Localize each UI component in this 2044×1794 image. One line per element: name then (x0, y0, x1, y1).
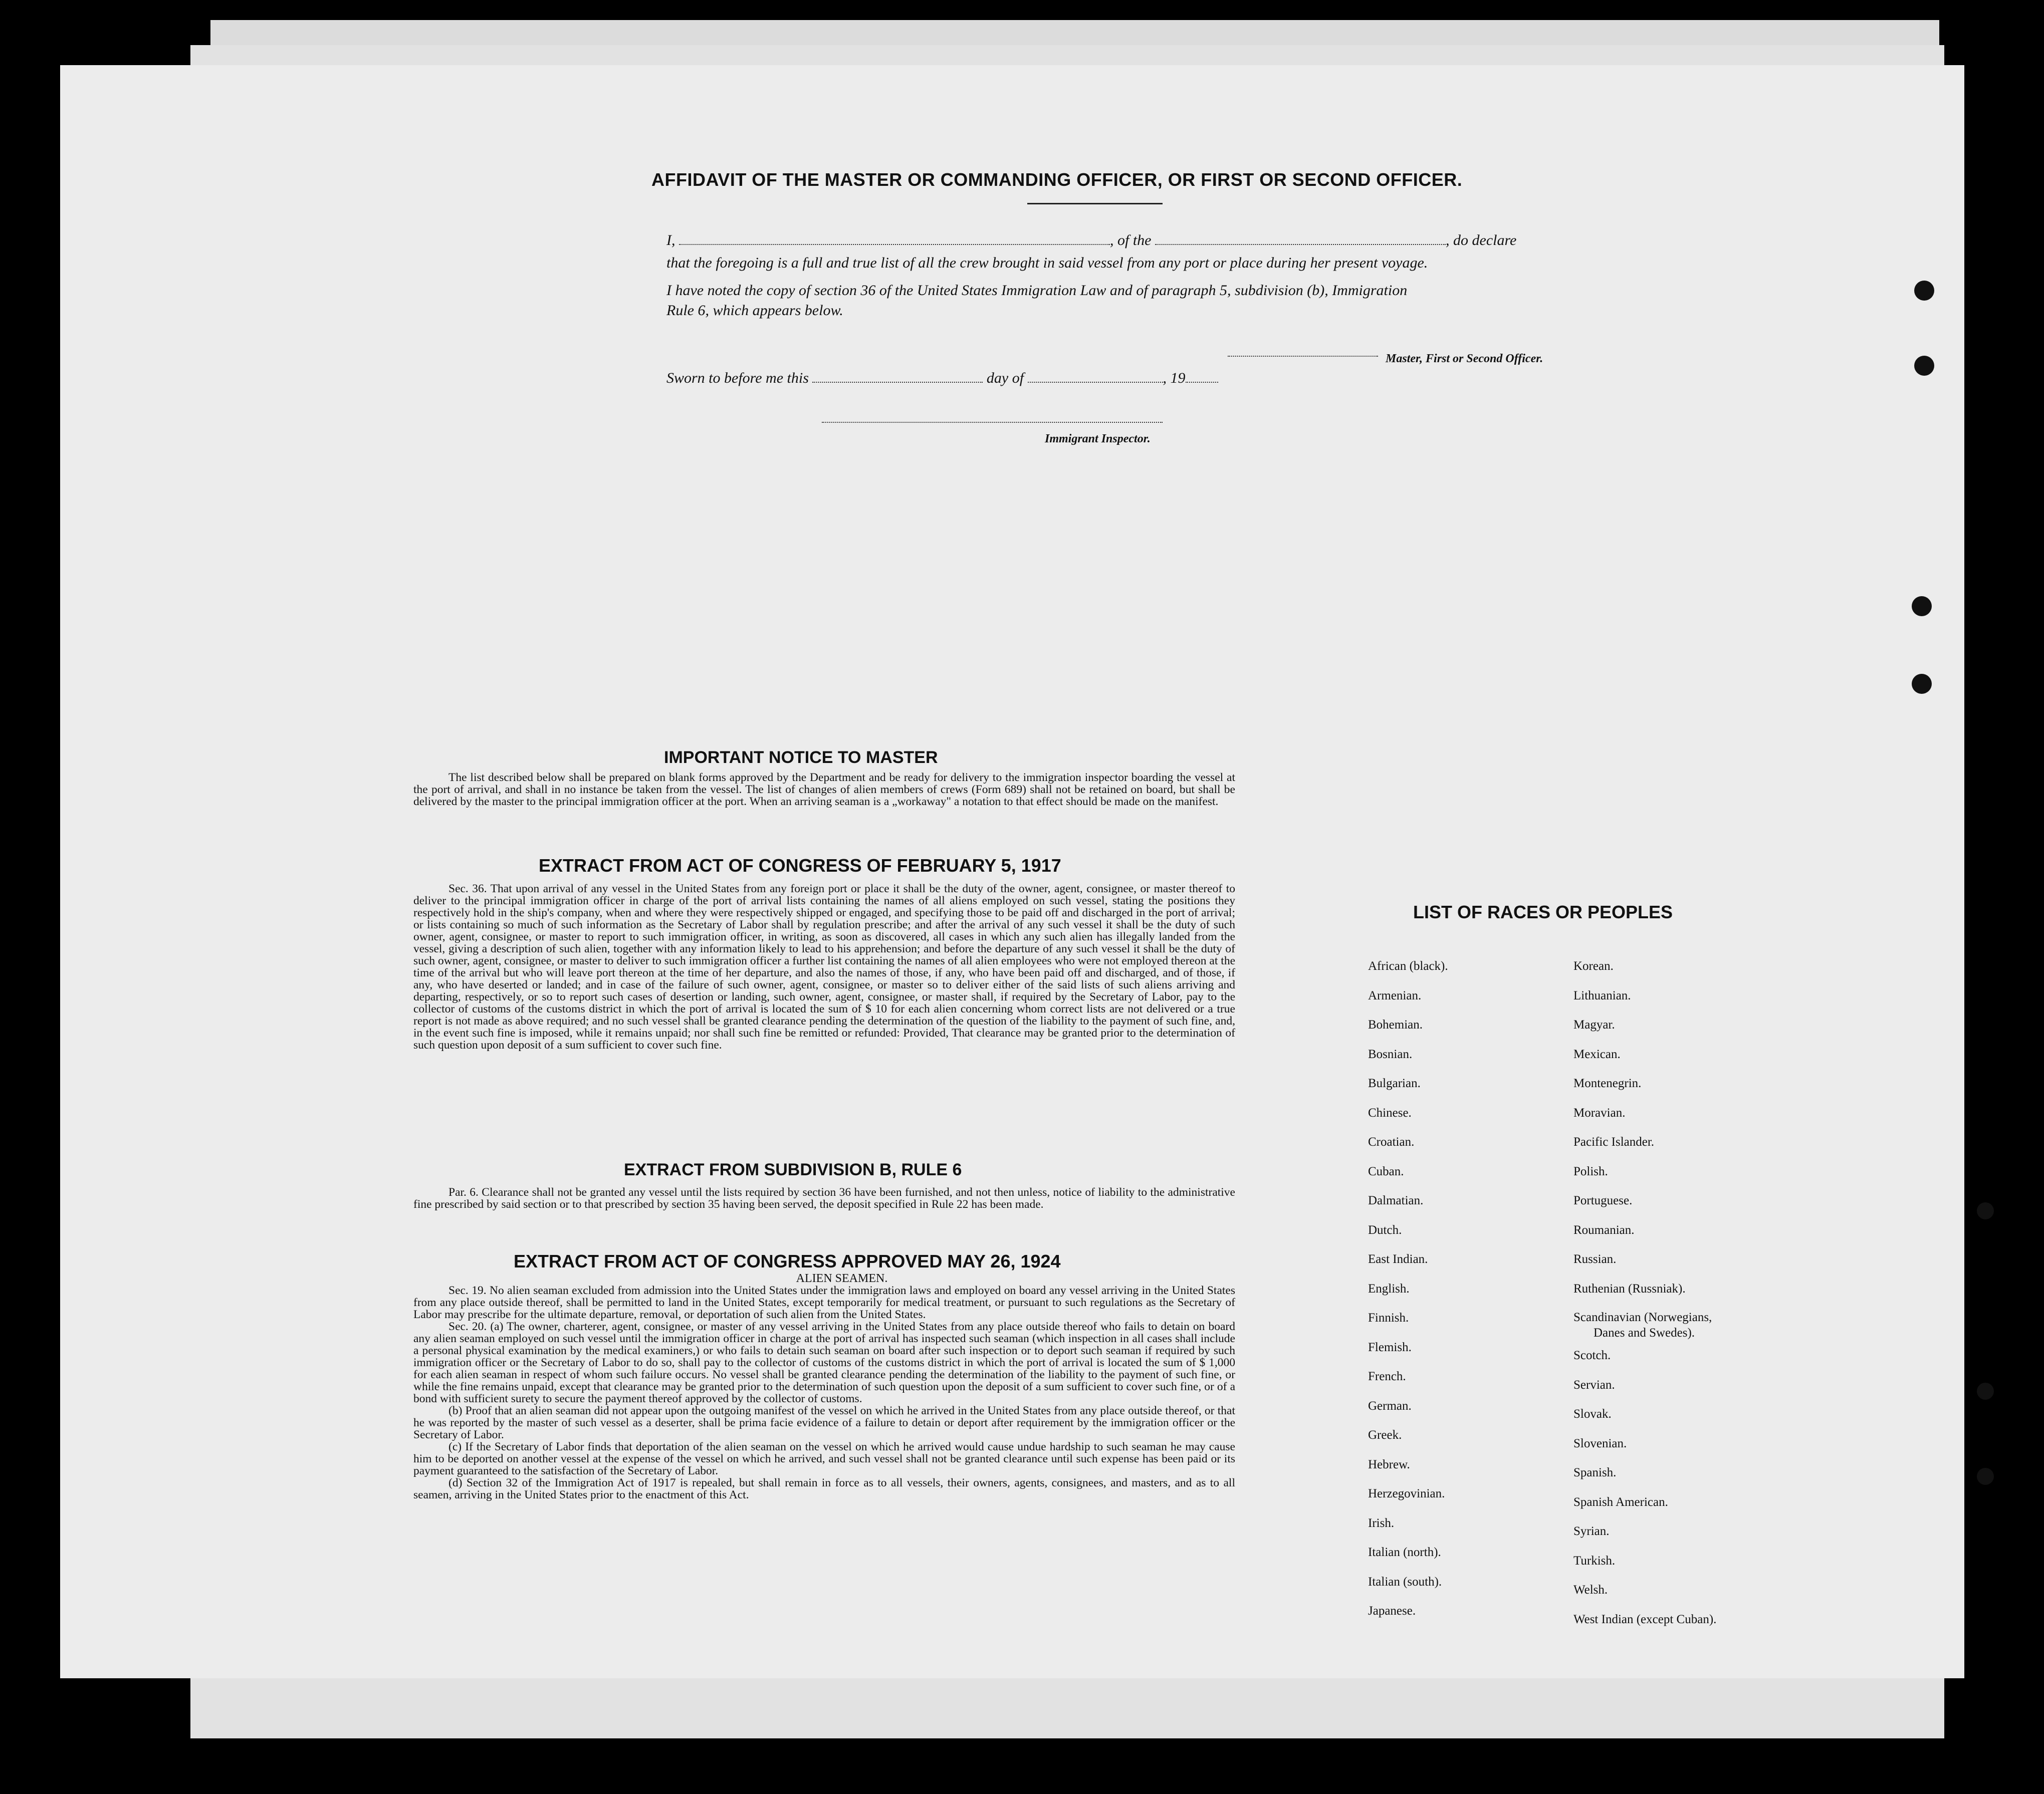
race-item: Finnish. (1368, 1311, 1409, 1325)
punch-hole (1977, 1383, 1994, 1400)
race-item: Roumanian. (1573, 1223, 1635, 1237)
extract-1924-subtitle: ALIEN SEAMEN. (796, 1272, 888, 1285)
race-item: Hebrew. (1368, 1457, 1410, 1471)
race-item: Pacific Islander. (1573, 1135, 1655, 1149)
race-item: Bohemian. (1368, 1018, 1423, 1032)
race-item: Moravian. (1573, 1106, 1626, 1120)
notice-title: IMPORTANT NOTICE TO MASTER (664, 748, 938, 767)
races-title: LIST OF RACES OR PEOPLES (1413, 902, 1673, 922)
subdivision-b-title: EXTRACT FROM SUBDIVISION B, RULE 6 (624, 1160, 962, 1179)
race-item: Russian. (1573, 1252, 1617, 1266)
sworn-line: Sworn to before me this day of , 19 (666, 368, 1318, 388)
sworn-year-field[interactable] (1186, 371, 1218, 383)
race-item: English. (1368, 1282, 1410, 1296)
race-item: Welsh. (1573, 1583, 1608, 1597)
race-item: Syrian. (1573, 1524, 1610, 1538)
race-item: Italian (north). (1368, 1546, 1441, 1559)
affidavit-line-2: that the foregoing is a full and true list of all the crew brought in said vessel from any port or place during her present voyage. (666, 254, 1428, 271)
race-item: Spanish American. (1573, 1495, 1668, 1509)
race-item: Armenian. (1368, 988, 1422, 1002)
race-item: Turkish. (1573, 1554, 1616, 1568)
punch-hole (1977, 1468, 1994, 1485)
race-item: Scotch. (1573, 1349, 1611, 1362)
race-item: West Indian (except Cuban). (1573, 1612, 1717, 1626)
race-item: Lithuanian. (1573, 988, 1631, 1002)
race-item: Danes and Swedes). (1594, 1326, 1695, 1340)
master-signature-field[interactable] (1228, 345, 1378, 357)
race-item: French. (1368, 1370, 1406, 1383)
race-item: Servian. (1573, 1378, 1615, 1392)
race-item: Mexican. (1573, 1047, 1621, 1061)
master-signature-label: Master, First or Second Officer. (1386, 352, 1543, 365)
race-item: Montenegrin. (1573, 1077, 1642, 1090)
race-item: Irish. (1368, 1516, 1395, 1530)
punch-hole (1912, 596, 1932, 616)
race-item: Slovak. (1573, 1407, 1612, 1421)
race-item: Bulgarian. (1368, 1077, 1421, 1090)
punch-hole (1914, 281, 1934, 301)
race-item: Ruthenian (Russniak). (1573, 1282, 1686, 1296)
race-item: Italian (south). (1368, 1575, 1442, 1589)
race-item: Dalmatian. (1368, 1194, 1424, 1207)
race-item: Greek. (1368, 1428, 1402, 1442)
race-item: Chinese. (1368, 1106, 1412, 1120)
race-item: Flemish. (1368, 1340, 1412, 1354)
extract-1924-text: ALIEN SEAMEN. Sec. 19. No alien seaman excluded from admission into the United States under the immigration laws and employed on board any vessel arriving in the United States from any place outside thereof, shall be permitted to land in the United States, except temporarily for medical treatment, or pursuant to such regulations as the Secretary of Labor may prescribe for the ultimate departure, removal, or deportation of such alien from the United States. Sec. 20. (a) The owner, charterer, agent, consignee, or master of any vessel arriving in the United States from any place outside thereof who fails to detain on board any alien seaman employed on such vessel until the immigration officer in charge at the port of arrival has inspected such seaman (which inspection in all cases shall include a personal physical examination by the medical examiners,) or who fails to detain such seaman on board after such inspection or to deport such seaman if required by such immigration officer or the Secretary of Labor to do so, shall pay to the collector of customs of the customs district in which the port of arrival is located the sum of $ 1,000 for each alien seaman in respect of whom such failure occurs. No vessel shall be granted clearance pending the determination of the liability to the payment of such fine, or while the fine remains unpaid, except that clearance may be granted prior to the determination of such question upon the deposit of a sum sufficient to cover such fine, or of a bond with sufficient surety to secure the payment thereof approved by the collector of customs. (b) Proof that an alien seaman did not appear upon the outgoing manifest of the vessel on which he arrived in the United States from any place outside thereof, or that he was reported by the master of such vessel as a deserter, shall be prima facie evidence of a failure to detain or deport after requirement by the immigration officer or the Secretary of Labor. (c) If the Secretary of Labor finds that deportation of the alien seaman on the vessel on which he arrived would cause undue hardship to such seaman he may cause him to be deported on another vessel at the expense of the vessel on which he arrived, and such vessel shall not be granted clearance until such expense has been paid or its payment guaranteed to the satisfaction of the Secretary of Labor. (d) Section 32 of the Immigration Act of 1917 is repealed, but shall remain in force as to all vessels, their owners, agents, consignees, and masters, and as to all seamen, arriving in the United States prior to the enactment of this Act. (413, 1272, 1235, 1501)
race-item: Scandinavian (Norwegians, (1573, 1311, 1712, 1324)
inspector-label: Immigrant Inspector. (1045, 432, 1151, 445)
race-item: Japanese. (1368, 1604, 1416, 1618)
affidavit-title-rule (1027, 203, 1163, 204)
affidavit-title: AFFIDAVIT OF THE MASTER OR COMMANDING OFFICER, OR FIRST OR SECOND OFFICER. (651, 169, 1463, 190)
race-item: Dutch. (1368, 1223, 1402, 1237)
race-item: Spanish. (1573, 1466, 1617, 1479)
affidavit-line-4: Rule 6, which appears below. (666, 302, 843, 319)
race-item: Slovenian. (1573, 1436, 1627, 1450)
affidavit-line-1: I, , of the , do declare (666, 232, 1517, 248)
races-left-column (1368, 952, 1448, 1626)
extract-1917-text: Sec. 36. That upon arrival of any vessel in the United States from any foreign port or place it shall be the duty of the owner, agent, consignee, or master thereof to deliver to the principal immigration officer in charge of the port of arrival lists containing the names of all aliens employed on such vessel, stating the positions they respectively hold in the ship's company, when and where they were respectively shipped or engaged, and specifying those to be paid off and discharged in the port of arrival; or lists containing so much of such information as the Secretary of Labor shall by regulation prescribe; and after the arrival of any such vessel it shall be the duty of such owner, agent, consignee, or master to report to such immigration officer, in writing, as soon as discovered, all cases in which any such alien has illegally landed from the vessel, giving a description of such alien, together with any information likely to lead to his apprehension; and before the departure of any such vessel it shall be the duty of such owner, agent, consignee, or master to deliver to such immigration officer a further list containing the names of all alien employees who were not employed thereon at the time of the arrival but who will leave port thereon at the time of her departure, and also the names of those, if any, who have been paid off and discharged, and of those, if any, who have deserted or landed; and in case of the failure of such owner, agent, consignee, or master so to deliver either of the said lists of such aliens arriving and departing, respectively, or so to report such cases of desertion or landing, such owner, agent, consignee, or master shall, if required by the Secretary of Labor, pay to the collector of customs of the customs district in which the port of arrival is located the sum of $ 10 for each alien concerning whom correct lists are not delivered or a true report is not made as above required; and no such vessel shall be granted clearance pending the determination of the question of the liability to the payment of such fine, and, in the event such fine is imposed, while it remains unpaid; nor shall such fine be remitted or refunded: Provided, That clearance may be granted prior to the determination of such question upon deposit of a sum sufficient to cover such fine. (413, 882, 1235, 1052)
extract-1924-title: EXTRACT FROM ACT OF CONGRESS APPROVED MAY 26, 1924 (514, 1251, 1061, 1271)
race-item: Korean. (1573, 959, 1614, 973)
race-item: Magyar. (1573, 1018, 1615, 1032)
race-item: Bosnian. (1368, 1047, 1413, 1061)
race-item: East Indian. (1368, 1252, 1428, 1266)
punch-hole (1914, 356, 1934, 376)
affidavit-line-3: I have noted the copy of section 36 of the United States Immigration Law and of paragraph 5, subdivision (b), Immigration (666, 282, 1408, 299)
vessel-name-field[interactable] (1155, 233, 1446, 245)
sworn-day-field[interactable] (812, 371, 983, 383)
race-item: African (black). (1368, 959, 1448, 973)
master-name-field[interactable] (679, 233, 1110, 245)
subdivision-b-text: Par. 6. Clearance shall not be granted any vessel until the lists required by section 36 have been furnished, and not then unless, notice of liability to the administrative fine prescribed by said section or to that prescribed by section 35 having been served, the deposit specified in Rule 22 has been made. (413, 1186, 1235, 1211)
punch-hole (1912, 674, 1932, 694)
sworn-month-field[interactable] (1028, 371, 1163, 383)
race-item: Herzegovinian. (1368, 1487, 1445, 1500)
race-item: Polish. (1573, 1164, 1608, 1178)
race-item: German. (1368, 1399, 1412, 1413)
extract-1917-title: EXTRACT FROM ACT OF CONGRESS OF FEBRUARY 5, 1917 (539, 855, 1061, 876)
race-item: Croatian. (1368, 1135, 1415, 1149)
races-right-column (1573, 952, 1716, 1634)
race-item: Cuban. (1368, 1164, 1404, 1178)
inspector-signature-field[interactable] (822, 411, 1163, 423)
race-item: Portuguese. (1573, 1194, 1633, 1207)
punch-hole (1977, 1202, 1994, 1219)
notice-text: The list described below shall be prepared on blank forms approved by the Department and be ready for delivery to the immigration inspector boarding the vessel at the port of arrival, and shall in no instance be taken from the vessel. The list of changes of alien members of crews (Form 689) shall not be retained on board, but shall be delivered by the master to the principal immigration officer at the port. When an arriving seaman is a „workaway" a notation to that effect should be made on the manifest. (413, 771, 1235, 808)
